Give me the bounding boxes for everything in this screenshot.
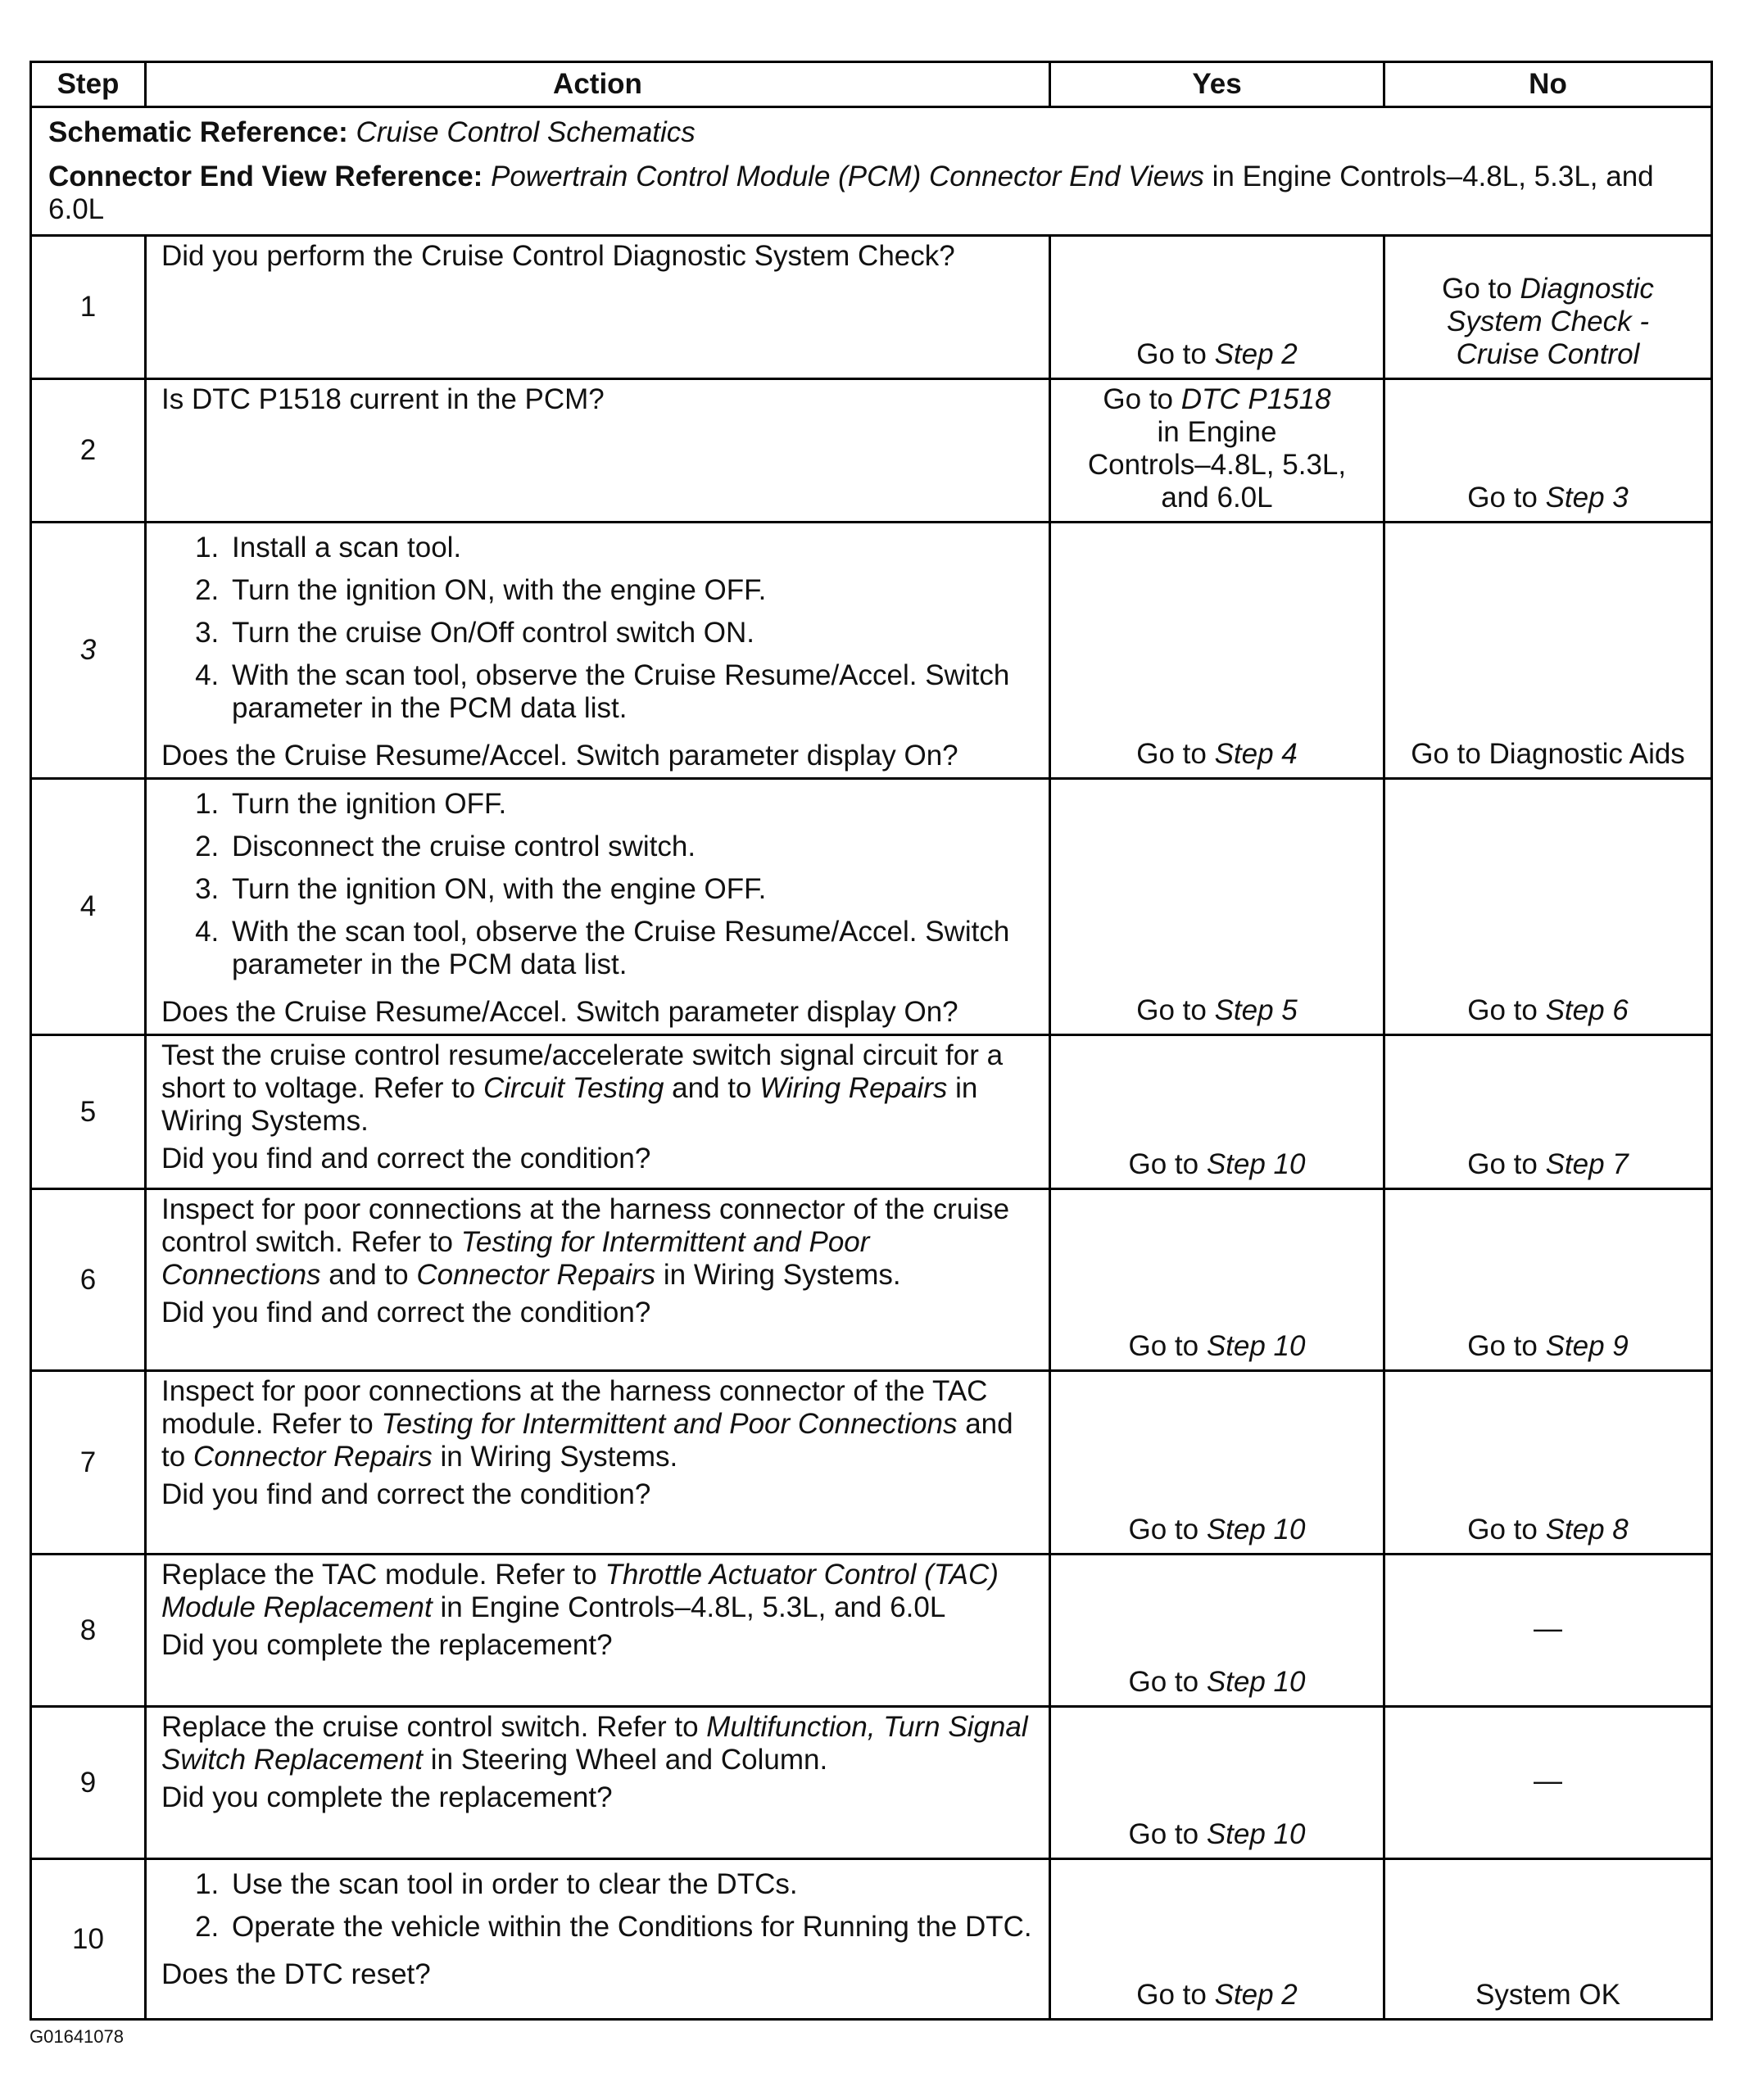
substep-item: 3. Turn the ignition ON, with the engine OFF.: [227, 873, 1034, 906]
no-outcome-text: —: [1534, 1612, 1562, 1645]
table-row: [31, 1035, 1712, 1189]
reference-link[interactable]: Circuit Testing: [483, 1072, 664, 1104]
step-number: 9: [31, 1707, 146, 1859]
instruction-part: in Wiring Systems.: [161, 1072, 978, 1137]
table-row: [31, 1707, 1712, 1859]
yes-outcome-text: Go to: [1128, 1330, 1207, 1362]
action-cell: [146, 1859, 1050, 2020]
no-outcome-text: Go to: [1467, 994, 1546, 1026]
figure-id: G01641078: [29, 2026, 124, 2047]
yes-outcome-line: [1059, 994, 1375, 1027]
instruction-part: Inspect for poor connections at the harness connector of the cruise control switch. Refer to: [161, 1193, 1010, 1258]
reference-row: [31, 107, 1712, 236]
reference-link[interactable]: Testing for Intermittent and Poor Connections: [381, 1408, 958, 1440]
yes-outcome-line: [1059, 1979, 1375, 2012]
step-number: 2: [31, 379, 146, 523]
step-number: 10: [31, 1859, 146, 2020]
yes-outcome-line: [1059, 1666, 1375, 1699]
yes-outcome-line: [1059, 338, 1375, 371]
yes-outcome-link[interactable]: Step 5: [1214, 994, 1298, 1026]
connector-reference: [48, 161, 1694, 226]
yes-outcome-line: [1059, 383, 1375, 416]
step-number: 1: [31, 236, 146, 379]
substep-list: [161, 1868, 1034, 1953]
yes-cell: [1050, 236, 1384, 379]
substep-item: 1. Turn the ignition OFF.: [227, 788, 1034, 821]
yes-outcome-text: Go to: [1128, 1148, 1207, 1180]
action-cell: [146, 1707, 1050, 1859]
substep-item: 2. Turn the ignition ON, with the engine OFF.: [227, 574, 1034, 607]
yes-outcome-text: Go to: [1136, 1979, 1215, 2011]
header-step: Step: [31, 62, 146, 107]
yes-cell: [1050, 779, 1384, 1035]
action-cell: [146, 1555, 1050, 1707]
yes-outcome-text: Go to: [1136, 338, 1215, 370]
table-row: [31, 1555, 1712, 1707]
yes-cell: [1050, 1371, 1384, 1555]
no-outcome-line: [1393, 338, 1702, 371]
yes-outcome-link[interactable]: Step 10: [1206, 1818, 1306, 1850]
table-row: [31, 779, 1712, 1035]
header-yes: Yes: [1050, 62, 1384, 107]
no-outcome-line: [1393, 273, 1702, 305]
yes-outcome-link[interactable]: Step 2: [1214, 338, 1298, 370]
no-outcome-link[interactable]: Step 6: [1545, 994, 1629, 1026]
yes-outcome-link[interactable]: Step 10: [1206, 1514, 1306, 1546]
no-cell: [1384, 1189, 1712, 1371]
table-row: [31, 523, 1712, 779]
reference-link[interactable]: Multifunction, Turn Signal Switch Replacement: [161, 1711, 1028, 1776]
step-number: 3: [31, 523, 146, 779]
substep-item: 1. Use the scan tool in order to clear the DTCs.: [227, 1868, 1034, 1901]
question-text: Did you complete the replacement?: [161, 1781, 613, 1813]
table-row: [31, 1371, 1712, 1555]
instruction-part: and to: [161, 1408, 1013, 1473]
substep-item: 2. Disconnect the cruise control switch.: [227, 830, 1034, 863]
header-no: No: [1384, 62, 1712, 107]
question-text: Did you find and correct the condition?: [161, 1143, 651, 1174]
yes-outcome-text: and 6.0L: [1161, 482, 1273, 514]
yes-outcome-text: in Engine: [1157, 416, 1277, 448]
instruction-part: and to: [320, 1259, 417, 1291]
no-outcome-link[interactable]: Step 8: [1545, 1514, 1629, 1546]
yes-cell: [1050, 1189, 1384, 1371]
yes-outcome-link[interactable]: Step 10: [1206, 1148, 1306, 1180]
yes-outcome-line: [1059, 738, 1375, 771]
no-outcome-text: Go to: [1467, 1514, 1546, 1546]
no-outcome-link[interactable]: Step 9: [1545, 1330, 1629, 1362]
substep-item: 1. Install a scan tool.: [227, 532, 1034, 564]
instruction-text: [161, 1711, 1034, 1776]
action-cell: [146, 1189, 1050, 1371]
reference-cell: [31, 107, 1712, 236]
instruction-part: in Wiring Systems.: [432, 1441, 678, 1473]
no-outcome-line: [1393, 305, 1702, 338]
no-outcome-line: [1393, 1765, 1702, 1798]
question-text: Did you find and correct the condition?: [161, 1478, 651, 1510]
question-text: Does the DTC reset?: [161, 1958, 431, 1990]
substep-item: 4. With the scan tool, observe the Cruise Resume/Accel. Switch parameter in the PCM data list.: [227, 916, 1034, 981]
action-cell: [146, 523, 1050, 779]
yes-outcome-line: [1059, 449, 1375, 482]
yes-outcome-line: [1059, 416, 1375, 449]
substep-list: [161, 532, 1034, 735]
yes-outcome-line: [1059, 1818, 1375, 1851]
connector-reference-suffix: in Engine Controls–4.8L, 5.3L, and 6.0L: [48, 161, 1654, 225]
yes-outcome-link[interactable]: Step 4: [1214, 738, 1298, 770]
instruction-part: Test the cruise control resume/accelerate switch signal circuit for a short to voltage. Refer to: [161, 1039, 1004, 1104]
schematic-reference: [48, 116, 1694, 149]
step-number: 5: [31, 1035, 146, 1189]
action-cell: [146, 236, 1050, 379]
table-row: [31, 1859, 1712, 2020]
diagnostic-table: [29, 61, 1713, 2021]
no-cell: [1384, 779, 1712, 1035]
no-cell: [1384, 1371, 1712, 1555]
instruction-text: [161, 1193, 1034, 1292]
yes-cell: [1050, 1707, 1384, 1859]
yes-cell: [1050, 523, 1384, 779]
no-outcome-link[interactable]: Step 7: [1545, 1148, 1629, 1180]
instruction-text: [161, 1559, 1034, 1624]
yes-outcome-link[interactable]: Step 10: [1206, 1330, 1306, 1362]
step-number: 4: [31, 779, 146, 1035]
yes-outcome-text: Go to: [1128, 1666, 1207, 1698]
no-outcome-link[interactable]: System Check -: [1447, 305, 1649, 337]
schematic-reference-label: Schematic Reference:: [48, 116, 348, 148]
yes-outcome-line: [1059, 1148, 1375, 1181]
no-cell: [1384, 1859, 1712, 2020]
no-outcome-text: Go to: [1442, 273, 1520, 305]
instruction-part: Replace the TAC module. Refer to: [161, 1559, 605, 1591]
no-outcome-link[interactable]: Cruise Control: [1456, 338, 1640, 370]
action-cell: [146, 1035, 1050, 1189]
table-row: [31, 379, 1712, 523]
yes-outcome-text: Go to: [1128, 1514, 1207, 1546]
substep-item: 2. Operate the vehicle within the Conditions for Running the DTC.: [227, 1911, 1034, 1944]
no-outcome-line: [1393, 1330, 1702, 1363]
yes-outcome-link[interactable]: Step 10: [1206, 1666, 1306, 1698]
no-outcome-line: [1393, 738, 1702, 771]
reference-link[interactable]: Testing for Intermittent and Poor Connections: [161, 1226, 870, 1291]
no-outcome-text: Go to Diagnostic Aids: [1411, 738, 1685, 770]
no-cell: [1384, 236, 1712, 379]
yes-outcome-line: [1059, 482, 1375, 514]
no-cell: [1384, 1035, 1712, 1189]
yes-outcome-link[interactable]: Step 2: [1214, 1979, 1298, 2011]
reference-link[interactable]: Throttle Actuator Control (TAC) Module Replacement: [161, 1559, 999, 1623]
no-outcome-line: [1393, 994, 1702, 1027]
question-text: Did you perform the Cruise Control Diagnostic System Check?: [161, 240, 955, 272]
instruction-part: Replace the cruise control switch. Refer to: [161, 1711, 707, 1743]
instruction-part: in Steering Wheel and Column.: [423, 1744, 828, 1776]
schematic-reference-link[interactable]: Cruise Control Schematics: [356, 116, 696, 148]
no-outcome-text: —: [1534, 1764, 1562, 1797]
table-row: [31, 1189, 1712, 1371]
substep-item: 3. Turn the cruise On/Off control switch ON.: [227, 617, 1034, 649]
reference-link[interactable]: Connector Repairs: [416, 1259, 656, 1291]
step-number: 7: [31, 1371, 146, 1555]
no-outcome-line: [1393, 1613, 1702, 1645]
yes-outcome-text: Go to: [1136, 738, 1215, 770]
header-row: [31, 62, 1712, 107]
yes-outcome-line: [1059, 1514, 1375, 1546]
yes-outcome-text: Go to: [1128, 1818, 1207, 1850]
yes-outcome-text: Go to: [1136, 994, 1215, 1026]
connector-reference-link[interactable]: Powertrain Control Module (PCM) Connector End Views: [491, 161, 1204, 192]
yes-cell: [1050, 1859, 1384, 2020]
reference-link[interactable]: Wiring Repairs: [759, 1072, 948, 1104]
no-outcome-line: [1393, 1148, 1702, 1181]
instruction-part: in Wiring Systems.: [655, 1259, 901, 1291]
yes-outcome-link[interactable]: DTC P1518: [1180, 383, 1331, 415]
no-cell: [1384, 379, 1712, 523]
action-cell: [146, 779, 1050, 1035]
question-text: Does the Cruise Resume/Accel. Switch parameter display On?: [161, 740, 958, 772]
yes-cell: [1050, 1555, 1384, 1707]
yes-outcome-text: Go to: [1103, 383, 1181, 415]
instruction-text: [161, 1375, 1034, 1473]
step-number: 6: [31, 1189, 146, 1371]
question-text: Did you complete the replacement?: [161, 1629, 613, 1661]
no-outcome-text: Go to: [1467, 482, 1546, 514]
no-cell: [1384, 523, 1712, 779]
question-text: Is DTC P1518 current in the PCM?: [161, 383, 605, 415]
no-outcome-line: [1393, 1514, 1702, 1546]
instruction-text: [161, 1039, 1034, 1138]
action-cell: [146, 1371, 1050, 1555]
question-text: Does the Cruise Resume/Accel. Switch parameter display On?: [161, 996, 958, 1028]
no-outcome-text: Go to: [1467, 1330, 1546, 1362]
no-cell: [1384, 1555, 1712, 1707]
instruction-part: Inspect for poor connections at the harness connector of the TAC module. Refer to: [161, 1375, 988, 1440]
no-outcome-link[interactable]: Diagnostic: [1520, 273, 1654, 305]
no-outcome-text: System OK: [1475, 1979, 1620, 2011]
step-number: 8: [31, 1555, 146, 1707]
no-outcome-line: [1393, 1979, 1702, 2012]
instruction-part: and to: [664, 1072, 760, 1104]
no-outcome-link[interactable]: Step 3: [1545, 482, 1629, 514]
yes-outcome-text: Controls–4.8L, 5.3L,: [1087, 449, 1347, 481]
substep-list: [161, 788, 1034, 991]
question-text: Did you find and correct the condition?: [161, 1297, 651, 1328]
yes-cell: [1050, 1035, 1384, 1189]
yes-cell: [1050, 379, 1384, 523]
no-cell: [1384, 1707, 1712, 1859]
yes-outcome-line: [1059, 1330, 1375, 1363]
connector-reference-label: Connector End View Reference:: [48, 161, 483, 192]
no-outcome-text: Go to: [1467, 1148, 1546, 1180]
instruction-part: in Engine Controls–4.8L, 5.3L, and 6.0L: [432, 1591, 946, 1623]
substep-item: 4. With the scan tool, observe the Cruise Resume/Accel. Switch parameter in the PCM data list.: [227, 659, 1034, 725]
table-row: [31, 236, 1712, 379]
action-cell: [146, 379, 1050, 523]
header-action: Action: [146, 62, 1050, 107]
reference-link[interactable]: Connector Repairs: [193, 1441, 433, 1473]
no-outcome-line: [1393, 482, 1702, 514]
